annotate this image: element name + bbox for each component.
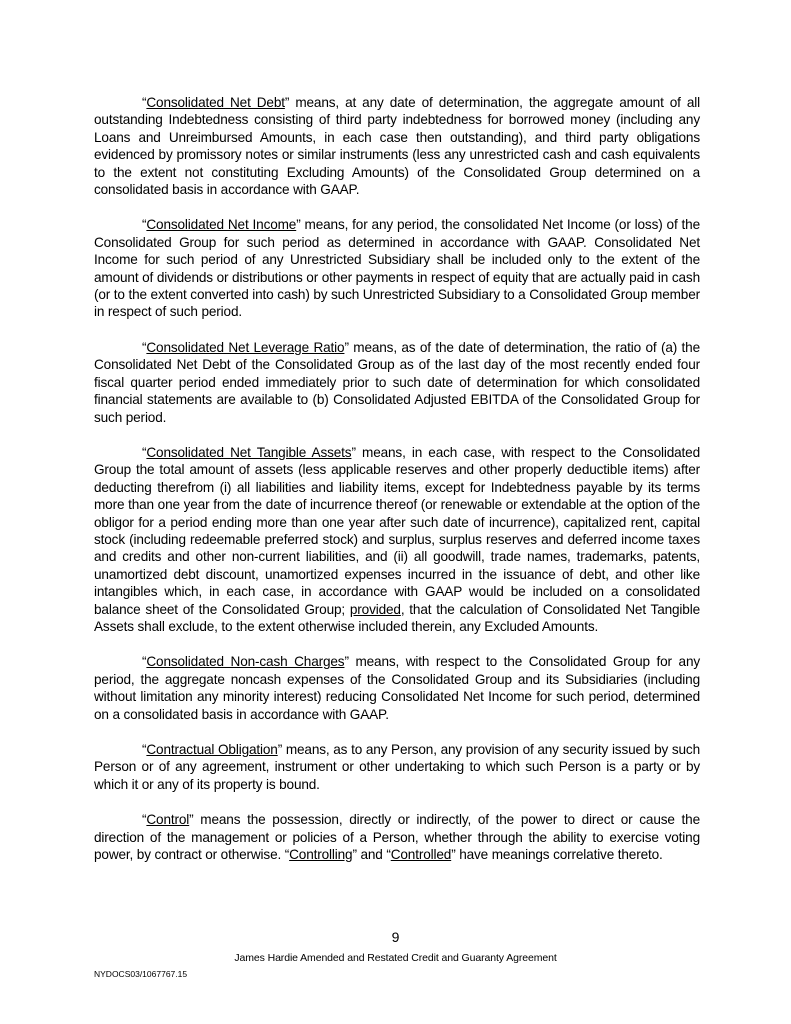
definition-text: means, as of the date of determination, the ratio of (a) the Consolidated Net Debt of the Consolidated Group as of the last day of the most recently ended four fiscal quarter period ended immediately prior to such date of determination for which consolidated financial statements are available to (b) Consolidated Adjusted EBITDA of the Consolidated Group for such period.	[94, 339, 701, 425]
definition-text: means the possession, directly or indirectly, of the power to direct or cause the direction of the management or policies of a Person, whether through the ability to exercise voting power, by contract or otherwise. “	[94, 812, 700, 863]
definition-contractual-obligation: “Contractual Obligation” means, as to any Person, any provision of any security issued by such Person or of any agreement, instrument or other undertaking to which such Person is a party or by which it or any of its property is bound.	[94, 742, 700, 792]
definition-consolidated-net-income: “Consolidated Net Income” means, for any period, the consolidated Net Income (or loss) of the Consolidated Group for such period as determined in accordance with GAAP. Consolidated Net Income for such period of any Unrestricted Subsidiary shall be included only to the extent of the amount of dividends or distributions or other payments in respect of equity that are actually paid in cash (or to the extent converted into cash) by such Unrestricted Subsidiary to a Consolidated Group member in respect of such period.	[94, 217, 700, 320]
document-id: NYDOCS03/1067767.15	[94, 969, 188, 979]
defined-term: Control	[146, 812, 190, 828]
provided-term: provided	[349, 601, 401, 617]
defined-term-controlling: Controlling	[289, 847, 353, 863]
definition-control: “Control” means the possession, directly or indirectly, of the power to direct or cause the direction of the management or policies of a Person, whether through the ability to exercise voting power, by contract or otherwise. “Controlling” and “Controlled” have meanings correlative thereto.	[94, 812, 700, 863]
definition-text: means, at any date of determination, the aggregate amount of all outstanding Indebtedness consisting of third party indebtedness for borrowed money (including any Loans and Unreimbursed Amounts, in each case then outstanding), and third party obligations evidenced by promissory notes or similar instruments (less any unrestricted cash and cash equivalents to the extent not constituting Excluding Amounts) of the Consolidated Group determined on a consolidated basis in accordance with GAAP.	[94, 95, 701, 198]
document-body	[94, 94, 700, 881]
definition-text: means, in each case, with respect to the Consolidated Group the total amount of assets (less applicable reserves and other properly deductible items) after deducting therefrom (i) all liabilities and liability items, except for Indebtedness payable by its terms more than one year from the date of incurrence thereof (or renewable or extendable at the option of the obligor for a period ending more than one year after such date of incurrence), capitalized rent, capital stock (including redeemable preferred stock) and surplus, surplus reserves and deferred income taxes and credits and other non-current liabilities, and (ii) all goodwill, trade names, trademarks, patents, unamortized debt discount, unamortized expenses incurred in the issuance of debt, and other like intangibles which, in each case, in accordance with GAAP would be included on a consolidated balance sheet of the Consolidated Group;	[94, 444, 700, 617]
definition-text: means, with respect to the Consolidated Group for any period, the aggregate noncash expenses of the Consolidated Group and its Subsidiaries (including without limitation any minority interest) reducing Consolidated Net Income for such period, determined on a consolidated basis in accordance with GAAP.	[94, 654, 700, 722]
definition-text: means, as to any Person, any provision of any security issued by such Person or of any agreement, instrument or other undertaking to which such Person is a party or by which it or any of its property is bound.	[94, 742, 700, 792]
defined-term-controlled: Controlled	[390, 847, 452, 863]
agreement-title: James Hardie Amended and Restated Credit and Guaranty Agreement	[234, 952, 557, 964]
definition-consolidated-net-debt: “Consolidated Net Debt” means, at any date of determination, the aggregate amount of all outstanding Indebtedness consisting of third party indebtedness for borrowed money (including any Loans and Unreimbursed Amounts, in each case then outstanding), and third party obligations evidenced by promissory notes or similar instruments (less any unrestricted cash and cash equivalents to the extent not constituting Excluding Amounts) of the Consolidated Group determined on a consolidated basis in accordance with GAAP.	[94, 95, 701, 198]
definition-text-tail: ” have meanings correlative thereto.	[451, 847, 663, 863]
defined-term: Contractual Obligation	[146, 742, 278, 757]
definition-text: means, for any period, the consolidated Net Income (or loss) of the Consolidated Group for such period as determined in accordance with GAAP. Consolidated Net Income for such period of any Unrestricted Subsidiary shall be included only to the extent of the amount of dividends or distributions or other payments in respect of equity that are actually paid in cash (or to the extent converted into cash) by such Unrestricted Subsidiary to a Consolidated Group member in respect of such period.	[94, 217, 700, 320]
definition-text-tail: , that the calculation of Consolidated Net Tangible Assets shall exclude, to the extent otherwise included therein, any Excluded Amounts.	[94, 601, 700, 634]
page-number: 9	[391, 929, 400, 945]
definition-consolidated-net-tangible-assets: “Consolidated Net Tangible Assets” means, in each case, with respect to the Consolidated Group the total amount of assets (less applicable reserves and other properly deductible items) after deducting therefrom (i) all liabilities and liability items, except for Indebtedness payable by its terms more than one year from the date of incurrence thereof (or renewable or extendable at the option of the obligor for a period ending more than one year after such date of incurrence), capitalized rent, capital stock (including redeemable preferred stock) and surplus, surplus reserves and deferred income taxes and credits and other non-current liabilities, and (ii) all goodwill, trade names, trademarks, patents, unamortized debt discount, unamortized expenses incurred in the issuance of debt, and other like intangibles which, in each case, in accordance with GAAP would be included on a consolidated balance sheet of the Consolidated Group; provided, that the calculation of Consolidated Net Tangible Assets shall exclude, to the extent otherwise included therein, any Excluded Amounts.	[94, 444, 700, 634]
definition-consolidated-non-cash-charges: “Consolidated Non-cash Charges” means, with respect to the Consolidated Group for any period, the aggregate noncash expenses of the Consolidated Group and its Subsidiaries (including without limitation any minority interest) reducing Consolidated Net Income for such period, determined on a consolidated basis in accordance with GAAP.	[94, 654, 700, 722]
defined-term: Consolidated Net Debt	[146, 95, 285, 110]
defined-term: Consolidated Net Income	[146, 217, 297, 233]
defined-term: Consolidated Non-cash Charges	[146, 654, 345, 670]
defined-term: Consolidated Net Leverage Ratio	[146, 339, 345, 355]
defined-term: Consolidated Net Tangible Assets	[146, 444, 352, 460]
definition-consolidated-net-leverage-ratio: “Consolidated Net Leverage Ratio” means, as of the date of determination, the ratio of (a) the Consolidated Net Debt of the Consolidated Group as of the last day of the most recently ended four fiscal quarter period ended immediately prior to such date of determination for which consolidated financial statements are available to (b) Consolidated Adjusted EBITDA of the Consolidated Group for such period.	[94, 339, 701, 425]
